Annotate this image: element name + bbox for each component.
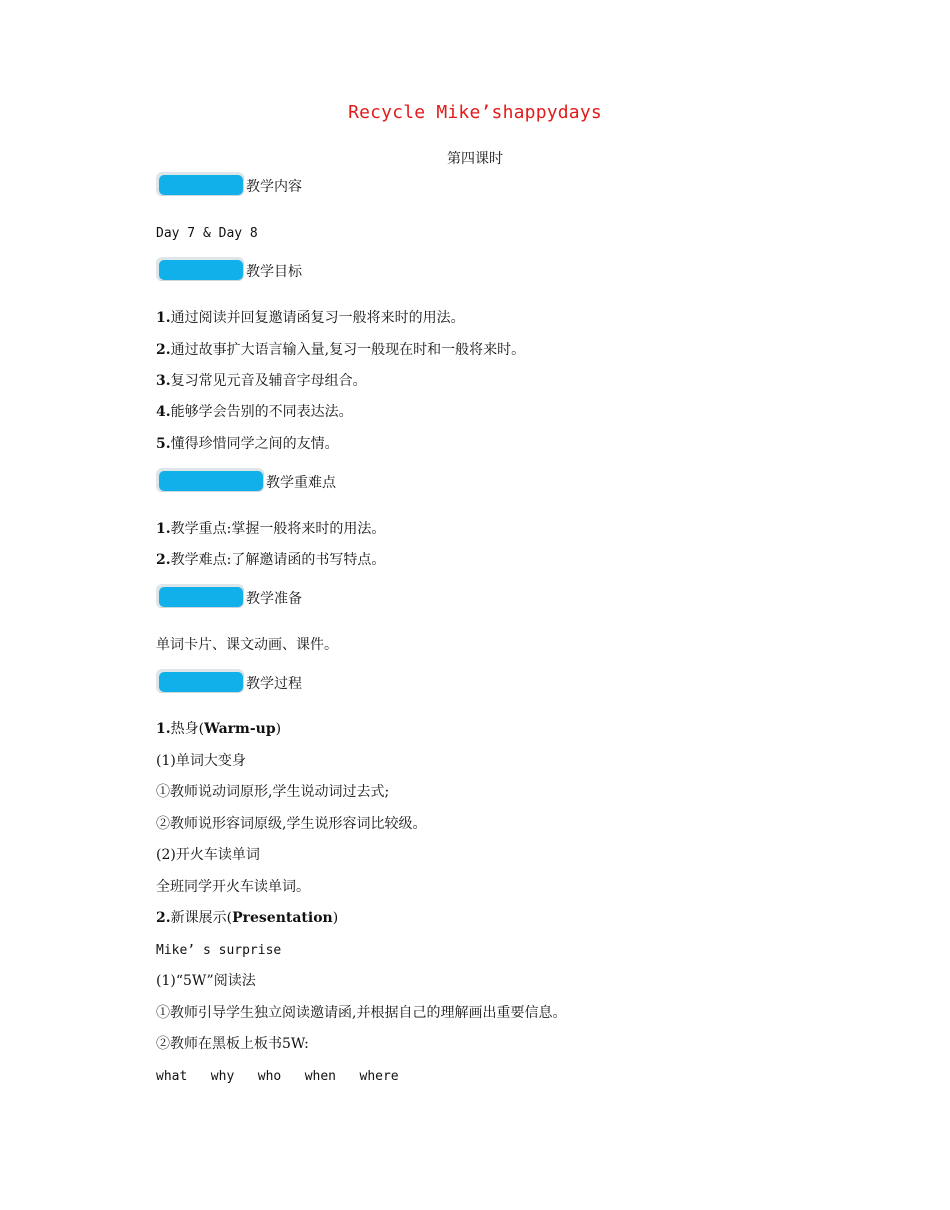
section-heading-label: 教学准备 bbox=[246, 591, 302, 607]
section-tag-icon bbox=[156, 584, 244, 608]
section-heading-content bbox=[156, 168, 302, 196]
section-heading-label: 教学重难点 bbox=[266, 475, 336, 491]
content-text: Day 7 & Day 8 bbox=[156, 226, 258, 241]
section-heading-process bbox=[156, 665, 302, 693]
objective-item: 3.复习常见元音及辅音字母组合。 bbox=[156, 373, 367, 389]
section-tag-icon bbox=[156, 669, 244, 693]
section-heading-key-points bbox=[156, 464, 336, 492]
process-step-warmup: 1.热身(Warm-up) bbox=[156, 721, 282, 737]
section-heading-preparation bbox=[156, 580, 302, 608]
objective-item: 2.通过故事扩大语言输入量,复习一般现在时和一般将来时。 bbox=[156, 342, 526, 358]
lesson-period: 第四课时 bbox=[447, 151, 503, 167]
process-line: (2)开火车读单词 bbox=[156, 847, 260, 863]
key-point-item: 2.教学难点:了解邀请函的书写特点。 bbox=[156, 552, 386, 568]
section-heading-label: 教学目标 bbox=[246, 264, 302, 280]
objective-item: 5.懂得珍惜同学之间的友情。 bbox=[156, 436, 339, 452]
section-heading-label: 教学过程 bbox=[246, 676, 302, 692]
process-line: (1)单词大变身 bbox=[156, 753, 246, 769]
process-line: 全班同学开火车读单词。 bbox=[156, 879, 310, 895]
process-step-presentation: 2.新课展示(Presentation) bbox=[156, 910, 339, 926]
process-line: ①教师说动词原形,学生说动词过去式; bbox=[156, 784, 390, 800]
process-line: ②教师说形容词原级,学生说形容词比较级。 bbox=[156, 816, 427, 832]
section-tag-icon bbox=[156, 257, 244, 281]
objective-item: 4.能够学会告别的不同表达法。 bbox=[156, 404, 353, 420]
process-line: what why who when where bbox=[156, 1069, 399, 1084]
section-tag-icon bbox=[156, 172, 244, 196]
section-heading-label: 教学内容 bbox=[246, 179, 302, 195]
process-line: ①教师引导学生独立阅读邀请函,并根据自己的理解画出重要信息。 bbox=[156, 1005, 567, 1021]
process-line: Mike’ s surprise bbox=[156, 943, 282, 958]
key-point-item: 1.教学重点:掌握一般将来时的用法。 bbox=[156, 521, 386, 537]
preparation-text: 单词卡片、课文动画、课件。 bbox=[156, 637, 338, 653]
document-title: Recycle Mike’shappydays bbox=[348, 102, 602, 123]
process-line: ②教师在黑板上板书5W: bbox=[156, 1036, 309, 1052]
objective-item: 1.通过阅读并回复邀请函复习一般将来时的用法。 bbox=[156, 310, 465, 326]
process-line: (1)“5W”阅读法 bbox=[156, 973, 256, 989]
section-tag-icon bbox=[156, 468, 264, 492]
section-heading-objectives bbox=[156, 253, 302, 281]
